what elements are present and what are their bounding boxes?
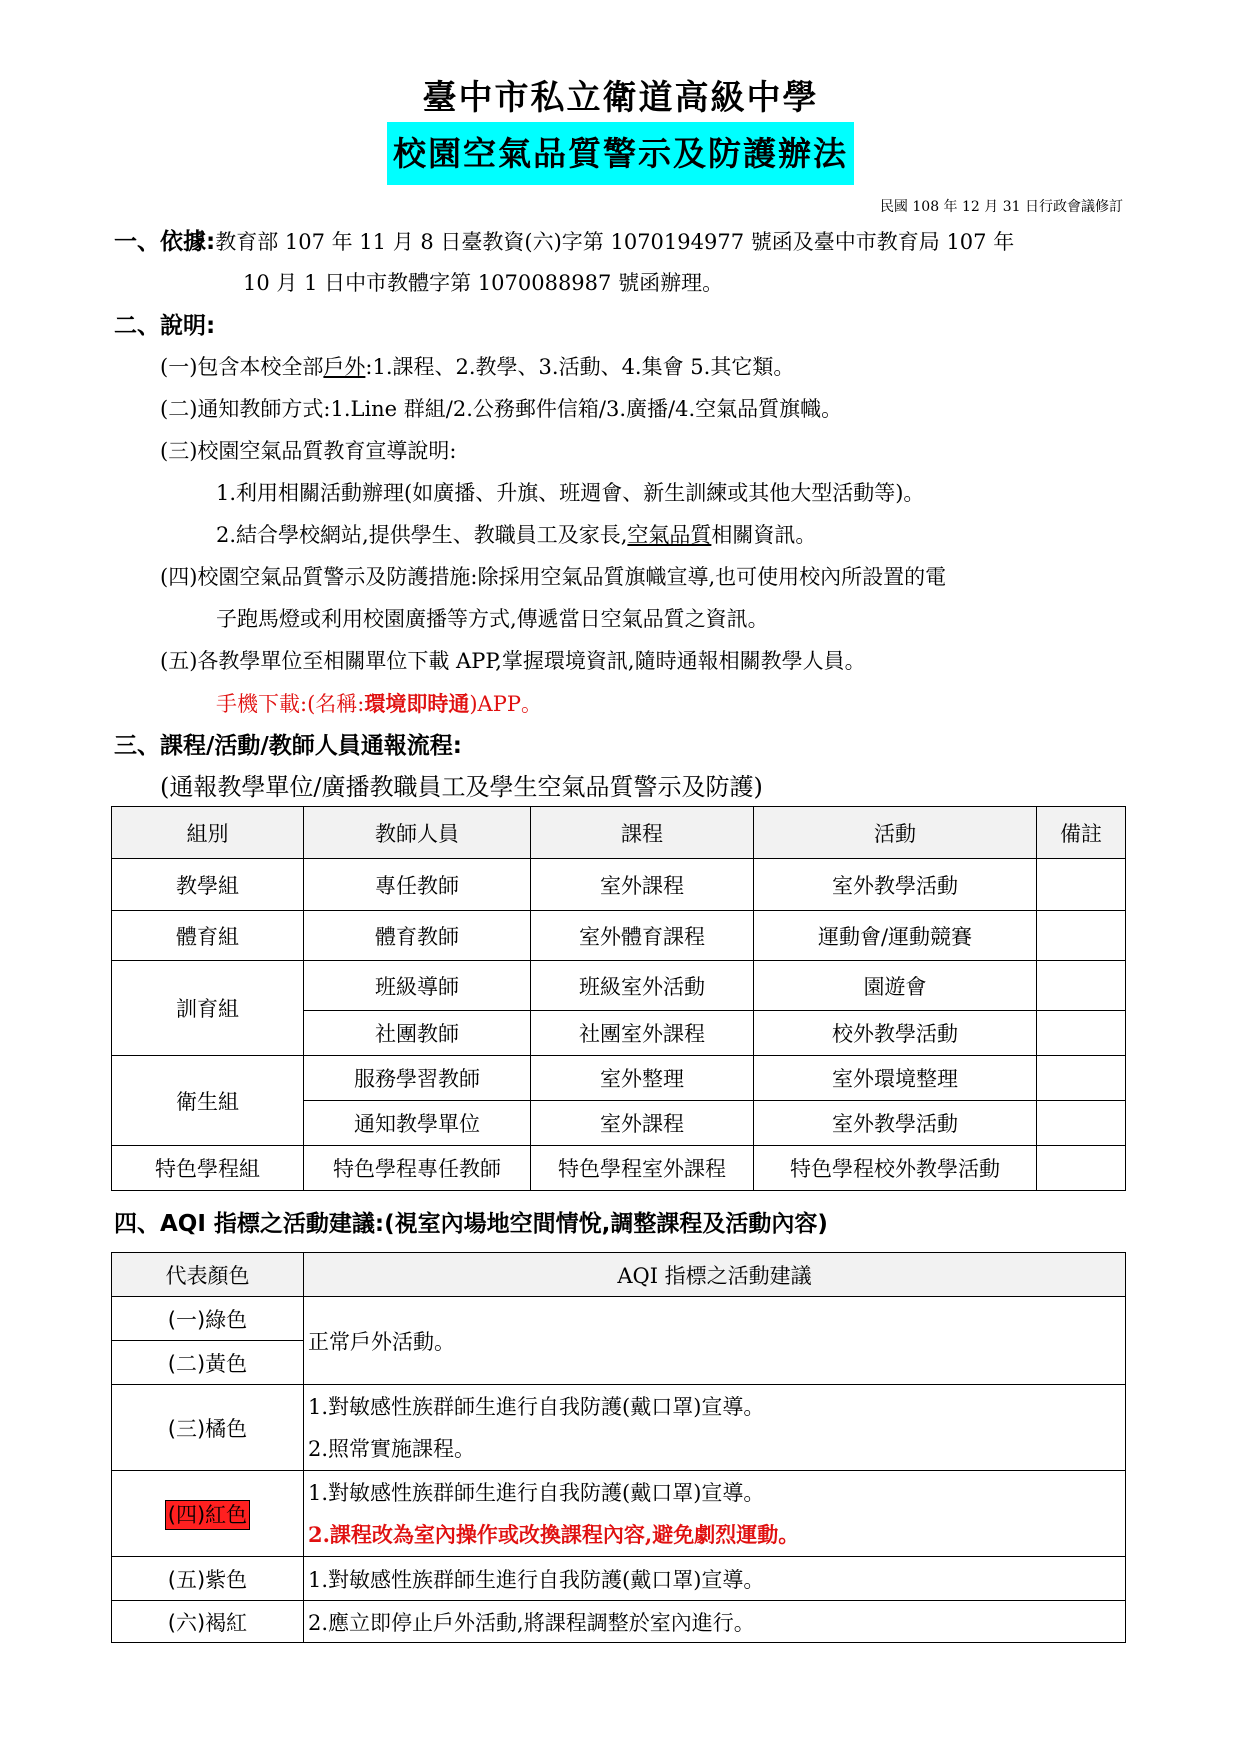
revision-note: 民國 108 年 12 月 31 日行政會議修訂 bbox=[879, 199, 1123, 215]
course-cell: 室外課程 bbox=[531, 859, 754, 911]
school-name: 臺中市私立衛道高級中學 bbox=[422, 78, 819, 118]
suggestion-line-warning: 2.課程改為室內操作或改換課程內容,避免劇烈運動。 bbox=[308, 1521, 800, 1547]
note-cell bbox=[1037, 961, 1126, 1011]
suggestion-line: 2.照常實施課程。 bbox=[308, 1436, 476, 1461]
sub2-pre: 2.結合學校網站,提供學生、教職員工及家長, bbox=[216, 523, 628, 547]
aqi-row bbox=[112, 1297, 1126, 1341]
group-cell: 訓育組 bbox=[112, 961, 304, 1056]
note-cell bbox=[1037, 1056, 1126, 1101]
section2-item3-sub2 bbox=[216, 523, 816, 548]
color-cell-brown: (六)褐紅 bbox=[112, 1601, 304, 1643]
section2-item2: (二)通知教師方式:1.Line 群組/2.公務郵件信箱/3.廣播/4.空氣品質旗幟。 bbox=[160, 397, 843, 421]
section2-item1 bbox=[160, 355, 794, 380]
table-row bbox=[112, 1056, 1126, 1101]
activity-cell: 園遊會 bbox=[754, 961, 1037, 1011]
aqi-row bbox=[112, 1557, 1126, 1601]
section3-heading: 三、課程/活動/教師人員通報流程: bbox=[114, 733, 462, 759]
header-teacher: 教師人員 bbox=[304, 807, 531, 859]
table-row bbox=[112, 859, 1126, 911]
group-cell: 教學組 bbox=[112, 859, 304, 911]
table-row bbox=[112, 911, 1126, 961]
section2-item4-line1: (四)校園空氣品質警示及防護措施:除採用空氣品質旗幟宣導,也可使用校內所設置的電 bbox=[160, 565, 947, 589]
section1-line2: 10 月 1 日中市教體字第 1070088987 號函辦理。 bbox=[243, 271, 724, 295]
course-cell: 室外整理 bbox=[531, 1056, 754, 1101]
teacher-cell: 社團教師 bbox=[304, 1011, 531, 1056]
header-course: 課程 bbox=[531, 807, 754, 859]
color-cell-yellow: (二)黃色 bbox=[112, 1341, 304, 1385]
teacher-cell: 專任教師 bbox=[304, 859, 531, 911]
course-cell: 班級室外活動 bbox=[531, 961, 754, 1011]
app-download-line bbox=[216, 691, 542, 717]
color-cell-purple: (五)紫色 bbox=[112, 1557, 304, 1601]
app-name: 環境即時通 bbox=[364, 691, 470, 716]
section2-item4-line2: 子跑馬燈或利用校園廣播等方式,傳遞當日空氣品質之資訊。 bbox=[216, 607, 769, 631]
table-header-row bbox=[112, 807, 1126, 859]
note-cell bbox=[1037, 859, 1126, 911]
suggestion-brown: 2.應立即停止戶外活動,將課程調整於室內進行。 bbox=[304, 1601, 1126, 1643]
header-group: 組別 bbox=[112, 807, 304, 859]
section4-heading: 四、AQI 指標之活動建議:(視室內場地空間情悅,調整課程及活動內容) bbox=[114, 1211, 828, 1237]
item1-post: :1.課程、2.教學、3.活動、4.集會 5.其它類。 bbox=[365, 355, 795, 379]
section2-item3: (三)校園空氣品質教育宣導說明: bbox=[160, 439, 457, 463]
section1-line1 bbox=[114, 229, 1014, 257]
suggestion-purple: 1.對敏感性族群師生進行自我防護(戴口罩)宣導。 bbox=[304, 1557, 1126, 1601]
section1-text1: 教育部 107 年 11 月 8 日臺教資(六)字第 1070194977 號函及臺中市教育局 107 年 bbox=[215, 230, 1015, 254]
teacher-cell: 服務學習教師 bbox=[304, 1056, 531, 1101]
table-row bbox=[112, 1146, 1126, 1191]
note-cell bbox=[1037, 1101, 1126, 1146]
section3-subheading: (通報教學單位/廣播教職員工及學生空氣品質警示及防護) bbox=[160, 773, 763, 801]
note-cell bbox=[1037, 911, 1126, 961]
aqi-row bbox=[112, 1471, 1126, 1557]
color-cell-green: (一)綠色 bbox=[112, 1297, 304, 1341]
suggestion-line: 1.對敏感性族群師生進行自我防護(戴口罩)宣導。 bbox=[308, 1394, 765, 1419]
suggestion-orange bbox=[304, 1385, 1126, 1471]
note-cell bbox=[1037, 1011, 1126, 1056]
course-cell: 室外體育課程 bbox=[531, 911, 754, 961]
activity-cell: 運動會/運動競賽 bbox=[754, 911, 1037, 961]
group-cell: 衛生組 bbox=[112, 1056, 304, 1146]
color-cell-orange: (三)橘色 bbox=[112, 1385, 304, 1471]
aqi-row bbox=[112, 1385, 1126, 1471]
note-cell bbox=[1037, 1146, 1126, 1191]
aqi-header-suggestion: AQI 指標之活動建議 bbox=[304, 1253, 1126, 1297]
item1-underlined: 戶外 bbox=[323, 355, 366, 379]
group-cell: 體育組 bbox=[112, 911, 304, 961]
header-note: 備註 bbox=[1037, 807, 1126, 859]
suggestion-green-yellow: 正常戶外活動。 bbox=[304, 1297, 1126, 1385]
item1-pre: (一)包含本校全部 bbox=[160, 355, 324, 379]
notification-table bbox=[111, 806, 1126, 1191]
activity-cell: 校外教學活動 bbox=[754, 1011, 1037, 1056]
activity-cell: 室外教學活動 bbox=[754, 859, 1037, 911]
aqi-row bbox=[112, 1601, 1126, 1643]
activity-cell: 特色學程校外教學活動 bbox=[754, 1146, 1037, 1191]
suggestion-line: 1.對敏感性族群師生進行自我防護(戴口罩)宣導。 bbox=[308, 1480, 765, 1505]
app-pre: 手機下載:(名稱: bbox=[216, 692, 365, 716]
course-cell: 特色學程室外課程 bbox=[531, 1146, 754, 1191]
aqi-header-color: 代表顏色 bbox=[112, 1253, 304, 1297]
activity-cell: 室外環境整理 bbox=[754, 1056, 1037, 1101]
section2-heading: 二、說明: bbox=[114, 313, 216, 339]
app-post: )APP。 bbox=[469, 692, 542, 716]
red-badge: (四)紅色 bbox=[165, 1500, 250, 1530]
header-activity: 活動 bbox=[754, 807, 1037, 859]
section1-heading: 一、依據: bbox=[114, 229, 216, 255]
course-cell: 室外課程 bbox=[531, 1101, 754, 1146]
teacher-cell: 特色學程專任教師 bbox=[304, 1146, 531, 1191]
section2-item5: (五)各教學單位至相關單位下載 APP,掌握環境資訊,隨時通報相關教學人員。 bbox=[160, 649, 866, 673]
activity-cell: 室外教學活動 bbox=[754, 1101, 1037, 1146]
teacher-cell: 體育教師 bbox=[304, 911, 531, 961]
color-cell-red bbox=[112, 1471, 304, 1557]
aqi-table bbox=[111, 1252, 1126, 1643]
suggestion-red bbox=[304, 1471, 1126, 1557]
table-row bbox=[112, 961, 1126, 1011]
section2-item3-sub1: 1.利用相關活動辦理(如廣播、升旗、班週會、新生訓練或其他大型活動等)。 bbox=[216, 481, 925, 505]
document-title-wrap bbox=[0, 122, 1241, 185]
document-title: 校園空氣品質警示及防護辦法 bbox=[387, 122, 854, 185]
aqi-header-row bbox=[112, 1253, 1126, 1297]
teacher-cell: 通知教學單位 bbox=[304, 1101, 531, 1146]
sub2-post: 相關資訊。 bbox=[711, 523, 817, 547]
group-cell: 特色學程組 bbox=[112, 1146, 304, 1191]
course-cell: 社團室外課程 bbox=[531, 1011, 754, 1056]
sub2-underlined: 空氣品質 bbox=[627, 523, 712, 547]
teacher-cell: 班級導師 bbox=[304, 961, 531, 1011]
